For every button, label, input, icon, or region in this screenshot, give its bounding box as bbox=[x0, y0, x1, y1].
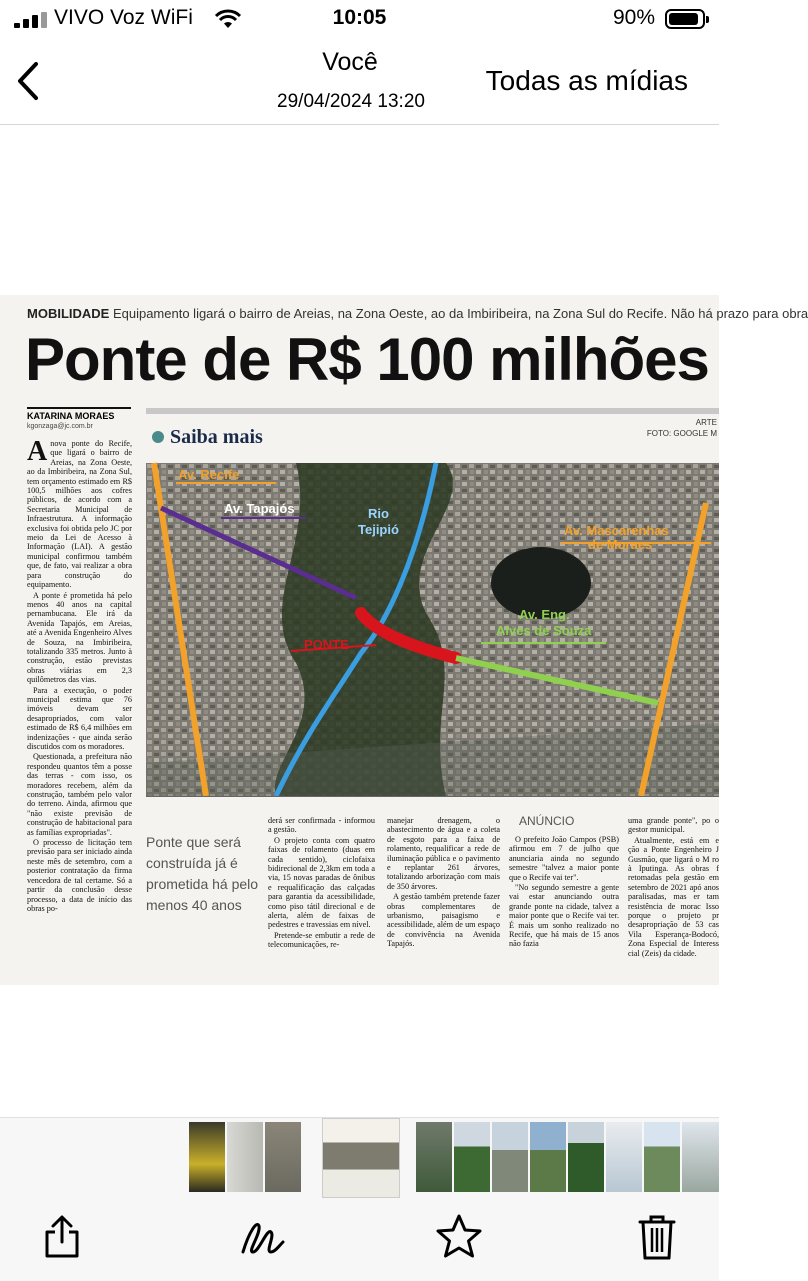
thumbnail[interactable] bbox=[530, 1122, 566, 1192]
carrier-name: VIVO Voz WiFi bbox=[54, 6, 193, 29]
article-headline: Ponte de R$ 100 milhões bbox=[25, 326, 709, 393]
satellite-map bbox=[146, 463, 719, 796]
clock: 10:05 bbox=[332, 6, 387, 29]
thumbnail[interactable] bbox=[227, 1122, 263, 1192]
label-eng-1: Av. Eng. bbox=[519, 607, 570, 622]
label-rio-1: Rio bbox=[368, 506, 389, 521]
article-author: KATARINA MORAES bbox=[27, 411, 115, 421]
infobox-top-bar bbox=[146, 408, 719, 414]
battery-percent: 90% bbox=[612, 6, 655, 29]
thumbnail[interactable] bbox=[492, 1122, 528, 1192]
thumbnail-selected[interactable] bbox=[322, 1118, 400, 1198]
article-column-5: uma grande ponte", po o gestor municipal. Atualmente, está em e ção a Ponte Engenheiro J Gusmão, que ligará o M ro à Iputinga. As obras f retomadas pela gestão em setembro de 2021 apó anos paralisadas, mas er tam resistência de morac Isso porque o projeto pr desapropriação de 53 cas Vila Esperança-Bodocó, Zona Especial de Interess cial (Zeis) da cidade. bbox=[628, 816, 719, 958]
label-rio-2: Tejipió bbox=[358, 522, 399, 537]
author-email: kgonzaga@jc.com.br bbox=[27, 423, 93, 430]
markup-icon[interactable] bbox=[237, 1212, 287, 1262]
thumbnail[interactable] bbox=[644, 1122, 680, 1192]
article-column-3: manejar drenagem, o abastecimento de água e a coleta de esgoto para a faixa de rolamento, requalificar a rede de iluminação pública e o pavimento e replantar 261 árvores, totalizando arborização com mais de 350 árvores. A gestão também pretende fazer obras complementares de urbanismo, paisagismo e acessibilidade, além de um espaço de convivência na Avenida Tapajós. bbox=[387, 816, 500, 949]
thumbnail[interactable] bbox=[189, 1122, 225, 1192]
photo-credit: ARTE FOTO: GOOGLE M bbox=[646, 418, 717, 438]
label-mascarenhas-2: de Moraes bbox=[588, 537, 653, 552]
label-mascarenhas-1: Av. Mascarenhas bbox=[564, 523, 669, 538]
bottom-toolbar bbox=[0, 1117, 719, 1281]
newspaper-photo bbox=[0, 295, 808, 985]
all-media-button[interactable]: Todas as mídias bbox=[485, 65, 688, 96]
ad-label: ANÚNCIO bbox=[519, 814, 575, 828]
label-av-recife: Av. Recife bbox=[178, 467, 240, 482]
thumbnail[interactable] bbox=[416, 1122, 452, 1192]
pull-quote: Ponte que será construída já é prometida há pelo menos 40 anos bbox=[146, 834, 259, 913]
message-date: 29/04/2024 13:20 bbox=[277, 91, 425, 112]
thumbnail[interactable] bbox=[682, 1122, 719, 1192]
label-ponte: PONTE bbox=[304, 637, 349, 652]
status-bar bbox=[0, 0, 719, 40]
article-kicker: MOBILIDADE Equipamento ligará o bairro de Areias, na Zona Oeste, ao da Imbiribeira, na Zona Sul do Recife. Não há prazo para obra bbox=[27, 306, 808, 321]
article-column-2: derá ser confirmada - informou a gestão. O projeto conta com quatro faixas de rolamento (duas em cada sentido), ciclofaixa bidirecional de 2,3km em toda a via, 15 novas paradas de ônibus e requalificação das calçadas para garantia da acessibilidade, como piso tátil direcional e de alerta, além de faixas de pedestres e travessias em nível. Pretende-se embutir a rede de telecomunicações, re- bbox=[268, 816, 375, 950]
article-column-4: O prefeito João Campos (PSB) afirmou em 7 de julho que anunciaria ainda no segundo semestre "talvez a maior ponte que o Recife vai ter". "No segundo semestre a gente vai estar anunciando outra grande ponte na cidade, talvez a maior ponte que o Recife vai ter. É mais um sonho realizado no Recife, que há mais de 15 anos não fazia bbox=[509, 835, 619, 949]
divider bbox=[27, 407, 131, 409]
trash-icon[interactable] bbox=[632, 1212, 682, 1262]
infobox-title: Saiba mais bbox=[170, 426, 263, 448]
label-av-tapajos: Av. Tapajós bbox=[224, 501, 295, 516]
label-eng-2: Alves de Souza bbox=[496, 623, 592, 638]
navigation-bar bbox=[0, 40, 719, 125]
thumbnail[interactable] bbox=[606, 1122, 642, 1192]
share-icon[interactable] bbox=[37, 1212, 87, 1262]
sender-title: Você bbox=[322, 48, 378, 76]
article-column-1: Anova ponte do Recife, que ligará o bairro de Areias, na Zona Oeste, ao da Imbiribeira, na Zona Sul, tem orçamento estimado em R$ 100,5 milhões aos cofres públicos, de acordo com a Secretaria Municipal de Infraestrutura. A informação exclusiva foi obtida pelo JC por meio da Lei de Acesso à Informação (LAI). A gestão municipal confirmou também que, de fato, vai realizar a obra para construção do equipamento. A ponte é prometida há pelo menos 40 anos na capital pernambucana. Ele irá da Avenida Tapajós, em Areias, até a Avenida Engenheiro Alves de Souza, na Imbiribeira, totalizando 335 metros. Junto à construção, estão previstas obras viárias em 2,3 quilômetros das vias. Para a execução, o poder municipal estima que 76 imóveis devam ser desapropriados, com valor estimado de R$ 6,4 milhões em indenizações - que ainda serão discutidos com os moradores. Questionada, a prefeitura não respondeu quantos têm a posse das terras - com isso, os moradores recebem, além da construção, também pelo valor do terreno. Ainda, afirmou que "não existe previsão de construção de habitacional para as famílias expropriadas". O processo de licitação tem previsão para ser iniciado ainda neste mês de setembro, com a posterior contratação da firma vencedora de tal certame. Só a partir da conclusão desse processo, a data de início das obras po- bbox=[27, 436, 132, 913]
thumbnail[interactable] bbox=[568, 1122, 604, 1192]
map-bottom-rule bbox=[146, 796, 719, 797]
bullet-dot-icon bbox=[152, 431, 164, 443]
favorite-star-icon[interactable] bbox=[434, 1212, 484, 1262]
thumbnail[interactable] bbox=[265, 1122, 301, 1192]
thumbnail[interactable] bbox=[454, 1122, 490, 1192]
battery-icon bbox=[665, 9, 705, 29]
